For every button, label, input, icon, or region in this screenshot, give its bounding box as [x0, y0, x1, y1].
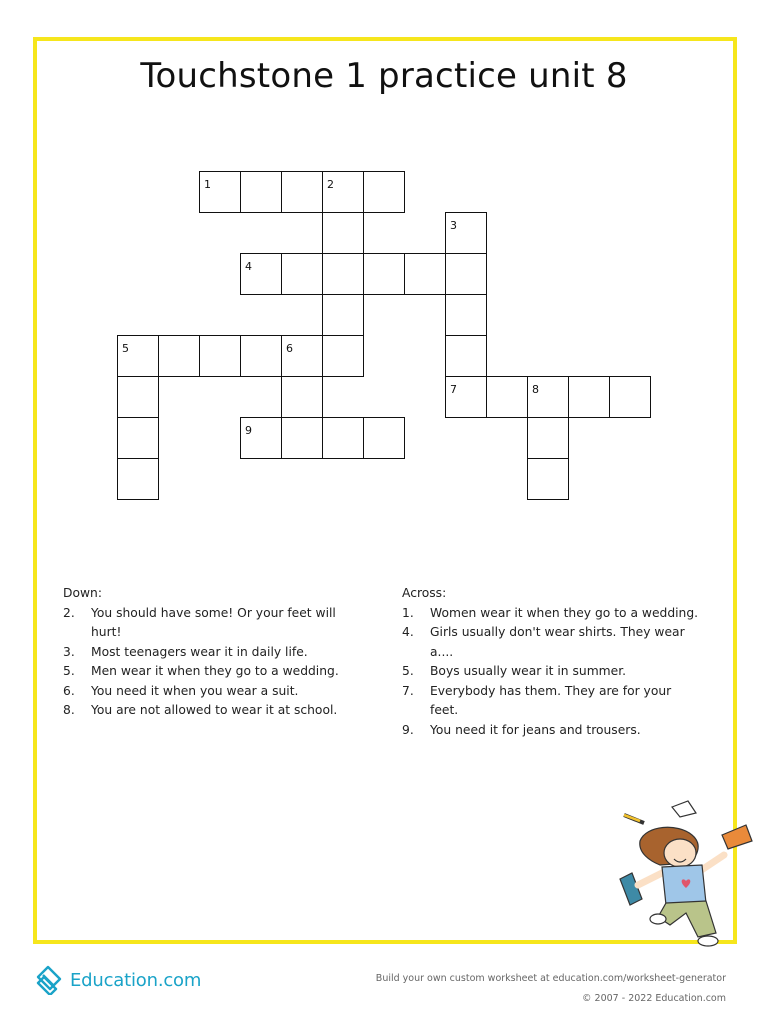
across-clues	[402, 584, 702, 740]
copyright: © 2007 - 2022 Education.com	[582, 993, 726, 1004]
cell-number: 7	[450, 383, 457, 396]
clue-item: 5. Men wear it when they go to a wedding.	[63, 664, 339, 678]
across-heading: Across:	[402, 586, 447, 600]
crossword-cell[interactable]	[281, 417, 323, 459]
crossword-cell[interactable]	[117, 376, 159, 418]
clue-item: 5. Boys usually wear it in summer.	[402, 664, 627, 678]
crossword-cell[interactable]	[281, 253, 323, 295]
down-heading: Down:	[63, 586, 102, 600]
cell-number: 9	[245, 424, 252, 437]
footer-link[interactable]: Build your own custom worksheet at education.com/worksheet-generator	[375, 973, 726, 984]
down-clues	[63, 584, 363, 721]
crossword-cell[interactable]	[240, 417, 282, 459]
clue-item: 8. You are not allowed to wear it at school.	[63, 703, 338, 717]
crossword-cell[interactable]	[527, 417, 569, 459]
crossword-cell[interactable]	[322, 212, 364, 254]
crossword-cell[interactable]	[117, 417, 159, 459]
crossword-cell[interactable]	[445, 253, 487, 295]
crossword-cell[interactable]	[322, 294, 364, 336]
education-logo-icon	[34, 965, 64, 995]
crossword-cell[interactable]	[322, 335, 364, 377]
crossword-cell[interactable]	[117, 458, 159, 500]
crossword-cell[interactable]	[445, 376, 487, 418]
crossword-cell[interactable]	[199, 171, 241, 213]
footer-text	[376, 969, 726, 1009]
crossword-cell[interactable]	[322, 253, 364, 295]
brand-name: Education.com	[70, 969, 202, 991]
crossword-cell[interactable]	[240, 335, 282, 377]
clue-item: 7. Everybody has them. They are for your feet.	[402, 683, 672, 717]
crossword-cell[interactable]	[568, 376, 610, 418]
clue-item: 3. Most teenagers wear it in daily life.	[63, 644, 308, 659]
crossword-cell[interactable]	[240, 171, 282, 213]
clue-item: 2. You should have some! Or your feet will hurt!	[63, 605, 336, 639]
crossword-cell[interactable]	[240, 253, 282, 295]
footer-logo[interactable]	[34, 962, 201, 998]
clue-item: 4. Girls usually don't wear shirts. They wear a....	[402, 625, 685, 659]
crossword-cell[interactable]	[609, 376, 651, 418]
page-title: Touchstone 1 practice unit 8	[140, 56, 628, 96]
crossword-cell[interactable]	[404, 253, 446, 295]
cell-number: 1	[204, 178, 211, 191]
cell-number: 4	[245, 260, 252, 273]
cell-number: 5	[122, 342, 129, 355]
clue-item: 6. You need it when you wear a suit.	[63, 683, 299, 698]
crossword-cell[interactable]	[117, 335, 159, 377]
crossword-cell[interactable]	[445, 294, 487, 336]
clue-item: 9. You need it for jeans and trousers.	[402, 722, 641, 737]
clue-item: 1. Women wear it when they go to a wedding.	[402, 605, 699, 620]
crossword-cell[interactable]	[527, 376, 569, 418]
crossword-cell[interactable]	[445, 212, 487, 254]
crossword-cell[interactable]	[281, 171, 323, 213]
crossword-cell[interactable]	[322, 417, 364, 459]
crossword-cell[interactable]	[199, 335, 241, 377]
cell-number: 6	[286, 342, 293, 355]
crossword-cell[interactable]	[486, 376, 528, 418]
crossword-cell[interactable]	[363, 253, 405, 295]
crossword-cell[interactable]	[322, 171, 364, 213]
crossword-cell[interactable]	[158, 335, 200, 377]
crossword-cell[interactable]	[527, 458, 569, 500]
crossword-cell[interactable]	[281, 335, 323, 377]
girl-illustration	[600, 795, 760, 955]
crossword-cell[interactable]	[281, 376, 323, 418]
crossword-cell[interactable]	[363, 417, 405, 459]
crossword-cell[interactable]	[445, 335, 487, 377]
crossword-cell[interactable]	[363, 171, 405, 213]
cell-number: 2	[327, 178, 334, 191]
cell-number: 3	[450, 219, 457, 232]
cell-number: 8	[532, 383, 539, 396]
